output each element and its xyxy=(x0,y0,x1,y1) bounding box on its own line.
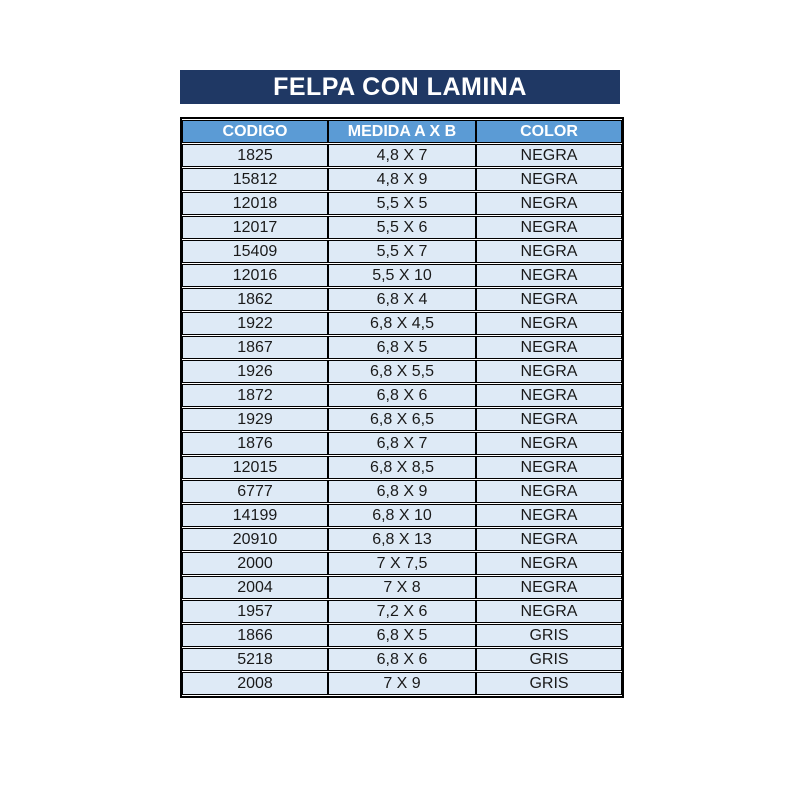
table-row xyxy=(182,576,622,599)
page-title: FELPA CON LAMINA xyxy=(180,70,620,104)
codigo-cell: 12015 xyxy=(182,456,328,479)
medida-cell: 6,8 X 10 xyxy=(328,504,476,527)
color-cell: NEGRA xyxy=(476,600,622,623)
table-row xyxy=(182,312,622,335)
color-cell: NEGRA xyxy=(476,144,622,167)
table-row xyxy=(182,552,622,575)
codigo-cell: 2000 xyxy=(182,552,328,575)
table-row xyxy=(182,648,622,671)
color-cell: NEGRA xyxy=(476,576,622,599)
color-cell: NEGRA xyxy=(476,336,622,359)
color-cell: NEGRA xyxy=(476,360,622,383)
color-cell: NEGRA xyxy=(476,432,622,455)
codigo-cell: 2008 xyxy=(182,672,328,695)
product-table xyxy=(180,117,624,698)
color-cell: NEGRA xyxy=(476,312,622,335)
medida-cell: 5,5 X 6 xyxy=(328,216,476,239)
table-row xyxy=(182,600,622,623)
color-cell: NEGRA xyxy=(476,192,622,215)
medida-cell: 7 X 9 xyxy=(328,672,476,695)
medida-cell: 5,5 X 7 xyxy=(328,240,476,263)
codigo-cell: 15812 xyxy=(182,168,328,191)
color-cell: NEGRA xyxy=(476,216,622,239)
codigo-cell: 20910 xyxy=(182,528,328,551)
table-row xyxy=(182,672,622,695)
medida-cell: 6,8 X 5 xyxy=(328,624,476,647)
table-row xyxy=(182,384,622,407)
medida-cell: 5,5 X 5 xyxy=(328,192,476,215)
color-cell: NEGRA xyxy=(476,480,622,503)
medida-cell: 6,8 X 7 xyxy=(328,432,476,455)
codigo-cell: 6777 xyxy=(182,480,328,503)
table-row xyxy=(182,480,622,503)
medida-cell: 6,8 X 5,5 xyxy=(328,360,476,383)
column-header-medida: MEDIDA A X B xyxy=(328,120,476,143)
table-row xyxy=(182,456,622,479)
codigo-cell: 1929 xyxy=(182,408,328,431)
medida-cell: 6,8 X 6 xyxy=(328,384,476,407)
color-cell: NEGRA xyxy=(476,384,622,407)
medida-cell: 5,5 X 10 xyxy=(328,264,476,287)
color-cell: NEGRA xyxy=(476,528,622,551)
codigo-cell: 1872 xyxy=(182,384,328,407)
medida-cell: 4,8 X 9 xyxy=(328,168,476,191)
codigo-cell: 1862 xyxy=(182,288,328,311)
catalog-sheet xyxy=(180,70,620,698)
codigo-cell: 12017 xyxy=(182,216,328,239)
column-header-codigo: CODIGO xyxy=(182,120,328,143)
medida-cell: 7 X 8 xyxy=(328,576,476,599)
medida-cell: 6,8 X 9 xyxy=(328,480,476,503)
codigo-cell: 5218 xyxy=(182,648,328,671)
codigo-cell: 1825 xyxy=(182,144,328,167)
table-row xyxy=(182,528,622,551)
header-row xyxy=(182,120,622,143)
codigo-cell: 1867 xyxy=(182,336,328,359)
codigo-cell: 14199 xyxy=(182,504,328,527)
medida-cell: 6,8 X 4,5 xyxy=(328,312,476,335)
color-cell: GRIS xyxy=(476,624,622,647)
color-cell: NEGRA xyxy=(476,288,622,311)
table-row xyxy=(182,504,622,527)
codigo-cell: 1922 xyxy=(182,312,328,335)
table-row xyxy=(182,432,622,455)
codigo-cell: 1926 xyxy=(182,360,328,383)
codigo-cell: 12018 xyxy=(182,192,328,215)
medida-cell: 6,8 X 5 xyxy=(328,336,476,359)
color-cell: NEGRA xyxy=(476,168,622,191)
medida-cell: 6,8 X 6 xyxy=(328,648,476,671)
medida-cell: 6,8 X 4 xyxy=(328,288,476,311)
medida-cell: 7,2 X 6 xyxy=(328,600,476,623)
table-row xyxy=(182,624,622,647)
medida-cell: 6,8 X 6,5 xyxy=(328,408,476,431)
medida-cell: 7 X 7,5 xyxy=(328,552,476,575)
color-cell: NEGRA xyxy=(476,504,622,527)
color-cell: NEGRA xyxy=(476,264,622,287)
table-row xyxy=(182,240,622,263)
codigo-cell: 1876 xyxy=(182,432,328,455)
codigo-cell: 15409 xyxy=(182,240,328,263)
codigo-cell: 12016 xyxy=(182,264,328,287)
medida-cell: 6,8 X 8,5 xyxy=(328,456,476,479)
table-row xyxy=(182,336,622,359)
column-header-color: COLOR xyxy=(476,120,622,143)
color-cell: NEGRA xyxy=(476,408,622,431)
table-row xyxy=(182,216,622,239)
table-row xyxy=(182,192,622,215)
codigo-cell: 1866 xyxy=(182,624,328,647)
color-cell: GRIS xyxy=(476,648,622,671)
color-cell: GRIS xyxy=(476,672,622,695)
table-row xyxy=(182,360,622,383)
color-cell: NEGRA xyxy=(476,240,622,263)
codigo-cell: 2004 xyxy=(182,576,328,599)
table-row xyxy=(182,168,622,191)
color-cell: NEGRA xyxy=(476,552,622,575)
medida-cell: 4,8 X 7 xyxy=(328,144,476,167)
table-row xyxy=(182,264,622,287)
codigo-cell: 1957 xyxy=(182,600,328,623)
table-body xyxy=(182,144,622,695)
table-row xyxy=(182,144,622,167)
color-cell: NEGRA xyxy=(476,456,622,479)
table-row xyxy=(182,408,622,431)
table-row xyxy=(182,288,622,311)
medida-cell: 6,8 X 13 xyxy=(328,528,476,551)
